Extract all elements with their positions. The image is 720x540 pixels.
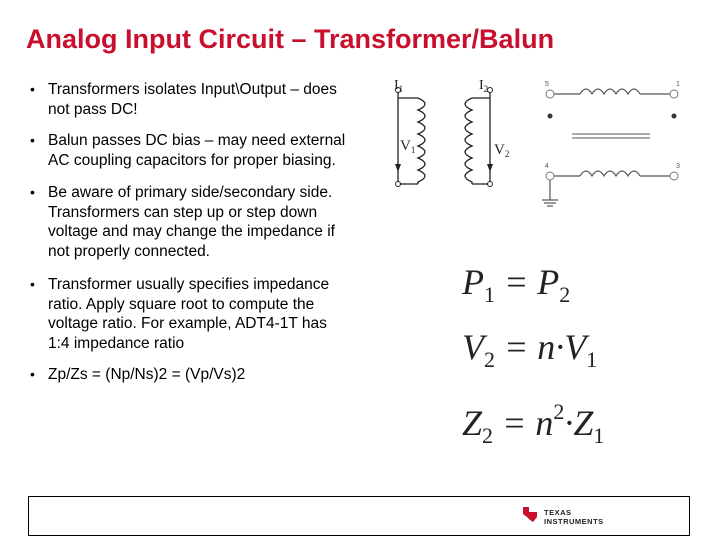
bullet-marker: • <box>30 81 35 97</box>
equation-power: $P_1 = P_2$ <box>462 262 571 307</box>
svg-text:V1 <box>400 138 415 155</box>
bullet-marker: • <box>30 366 35 382</box>
voltage-label-v1: V <box>400 138 411 154</box>
current-label-i1: I <box>394 78 399 93</box>
bullet-item <box>30 183 348 261</box>
pin-label-4: 4 <box>545 163 549 170</box>
current-label-i2: I <box>479 78 484 93</box>
logo-line-1: TEXAS <box>544 508 572 517</box>
current-label-i1-sub: 1 <box>398 84 404 94</box>
transformer-schematic <box>380 76 520 196</box>
bullet-item <box>30 131 348 170</box>
voltage-label-v2: V <box>494 142 505 158</box>
logo-wordmark <box>544 508 604 526</box>
bullet-marker: • <box>30 184 35 200</box>
texas-instruments-logo <box>520 505 604 529</box>
svg-text:I1 <box>394 78 403 94</box>
bullet-text: Transformers isolates Input\Output – does not pass DC! <box>48 81 337 118</box>
bullet-text: Transformer usually specifies impedance ratio. Apply square root to compute the voltage ratio. For example, ADT4-1T has 1:4 impedance ratio <box>48 276 330 352</box>
balun-schematic <box>532 76 692 211</box>
bullet-marker: • <box>30 276 35 292</box>
bullet-list <box>30 80 348 385</box>
pin-label-5: 5 <box>545 81 549 88</box>
current-label-i2-sub: 2 <box>483 84 489 94</box>
bullet-item <box>30 275 348 353</box>
bullet-item <box>30 365 348 385</box>
voltage-label-v1-sub: 1 <box>410 145 416 155</box>
bullet-text: Be aware of primary side/secondary side. Transformers can step up or step down voltage and may change the impedance if not properly connected. <box>48 184 335 260</box>
bullet-item <box>30 80 348 119</box>
voltage-label-v2-sub: 2 <box>504 149 510 159</box>
equation-impedance: $Z_2 = n^2\cdot Z_1$ <box>462 399 605 448</box>
pin-label-3: 3 <box>676 163 680 170</box>
svg-text:I2 <box>479 78 488 94</box>
bullet-marker: • <box>30 132 35 148</box>
logo-line-2: INSTRUMENTS <box>544 517 604 526</box>
pin-label-1: 1 <box>676 81 680 88</box>
equation-voltage: $V_2 = n\cdot V_1$ <box>462 327 598 372</box>
power-equations <box>462 262 604 468</box>
svg-text:V2 <box>494 142 509 159</box>
bullet-text: Balun passes DC bias – may need external AC coupling capacitors for proper biasing. <box>48 132 346 169</box>
texas-state-icon <box>520 505 540 529</box>
slide-title: Analog Input Circuit – Transformer/Balun <box>26 24 555 54</box>
bullet-text: Zp/Zs = (Np/Ns)2 = (Vp/Vs)2 <box>48 366 246 383</box>
